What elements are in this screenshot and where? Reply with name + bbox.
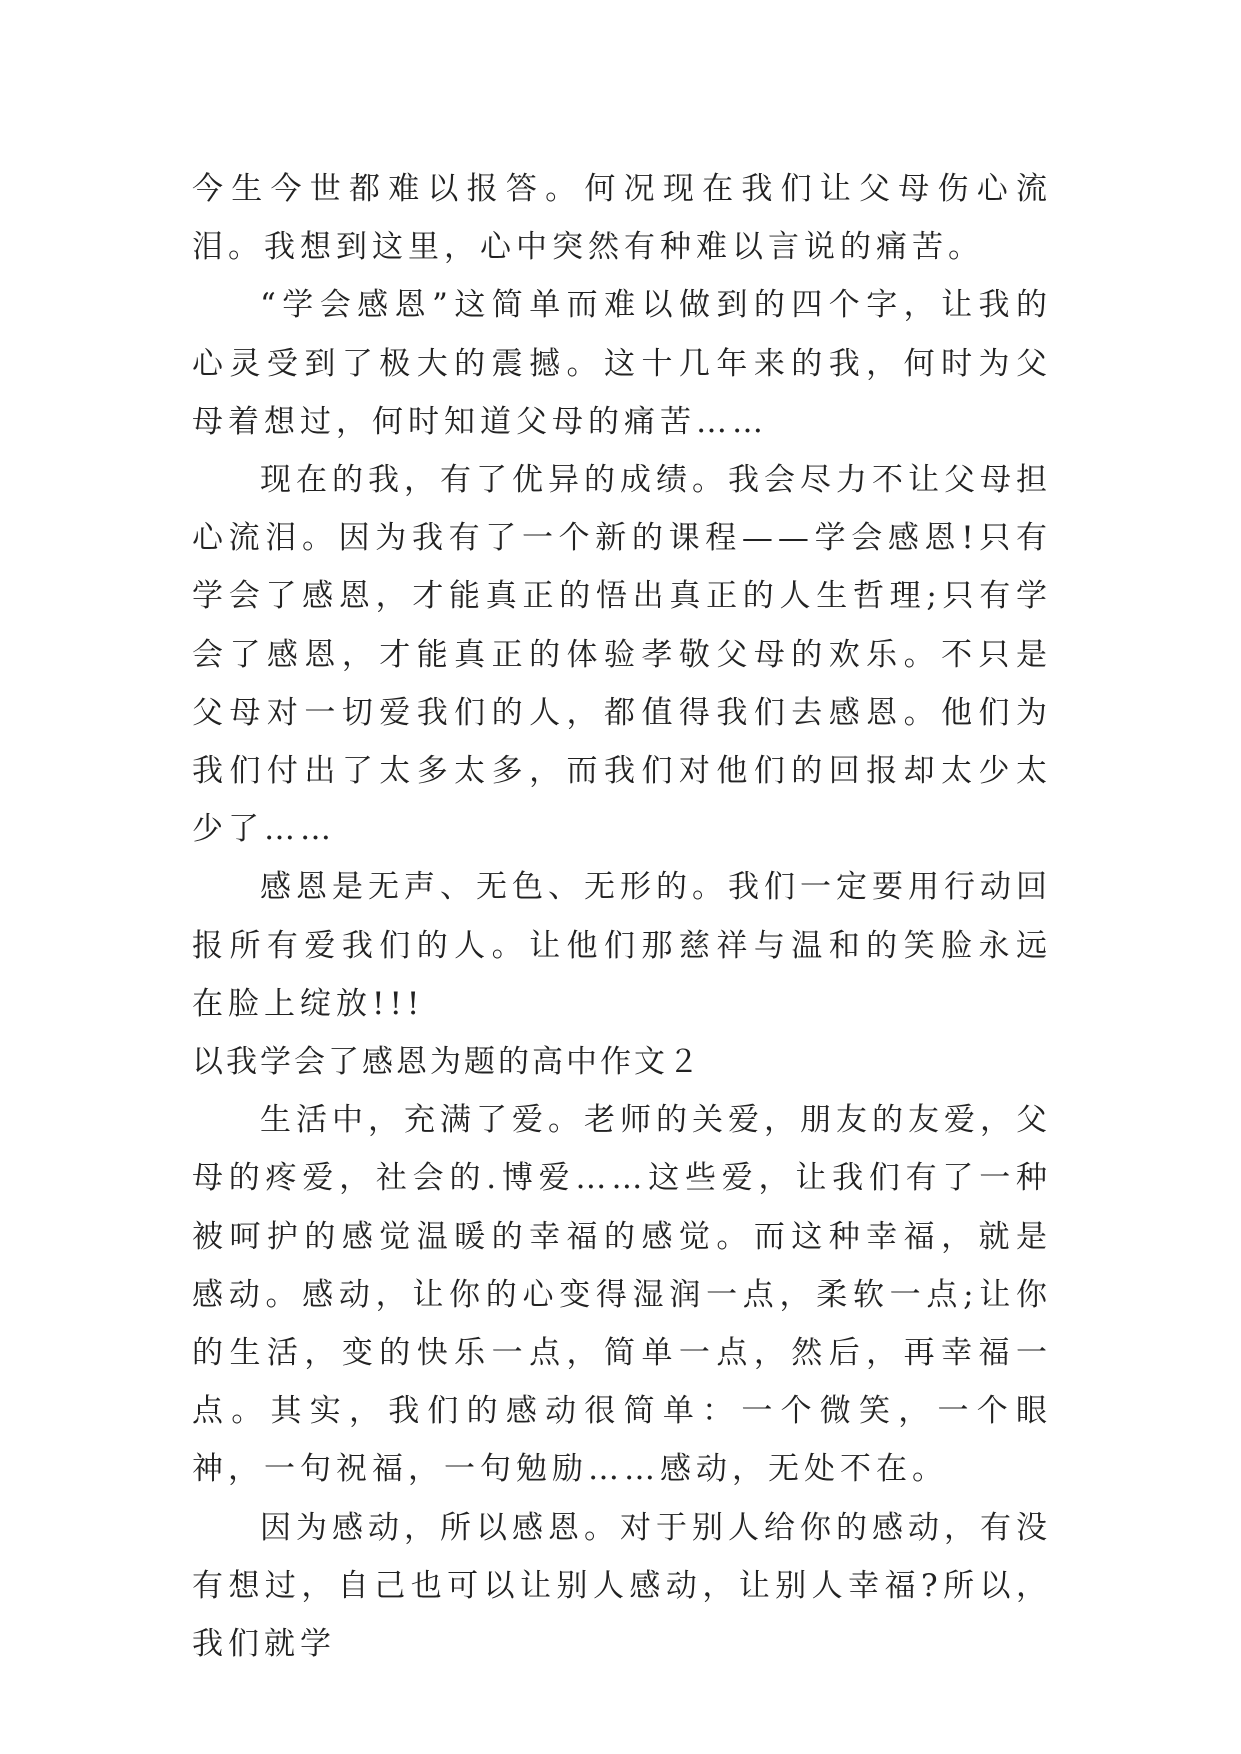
paragraph-4: 感恩是无声、无色、无形的。我们一定要用行动回报所有爱我们的人。让他们那慈祥与温和的笑脸永远在脸上绽放!!!	[192, 869, 1052, 1022]
document-body	[192, 160, 1052, 1673]
paragraph-2: “学会感恩”这简单而难以做到的四个字，让我的心灵受到了极大的震撼。这十几年来的我，何时为父母着想过，何时知道父母的痛苦……	[192, 287, 1052, 440]
section-heading: 以我学会了感恩为题的高中作文２	[192, 1044, 702, 1081]
paragraph-3: 现在的我，有了优异的成绩。我会尽力不让父母担心流泪。因为我有了一个新的课程——学会感恩!只有学会了感恩，才能真正的悟出真正的人生哲理;只有学会了感恩，才能真正的体验孝敬父母的欢乐。不只是父母对一切爱我们的人，都值得我们去感恩。他们为我们付出了太多太多，而我们对他们的回报却太少太少了……	[192, 462, 1052, 848]
paragraph-1: 今生今世都难以报答。何况现在我们让父母伤心流泪。我想到这里，心中突然有种难以言说的痛苦。	[192, 171, 1052, 266]
paragraph-6: 因为感动，所以感恩。对于别人给你的感动，有没有想过，自己也可以让别人感动，让别人幸福?所以，我们就学	[192, 1509, 1052, 1663]
paragraph-5: 生活中，充满了爱。老师的关爱，朋友的友爱，父母的疼爱，社会的.博爱……这些爱，让我们有了一种被呵护的感觉温暖的幸福的感觉。而这种幸福，就是感动。感动，让你的心变得湿润一点，柔软一点;让你的生活，变的快乐一点，简单一点，然后，再幸福一点。其实，我们的感动很简单：一个微笑，一个眼神，一句祝福，一句勉励……感动，无处不在。	[192, 1102, 1052, 1488]
